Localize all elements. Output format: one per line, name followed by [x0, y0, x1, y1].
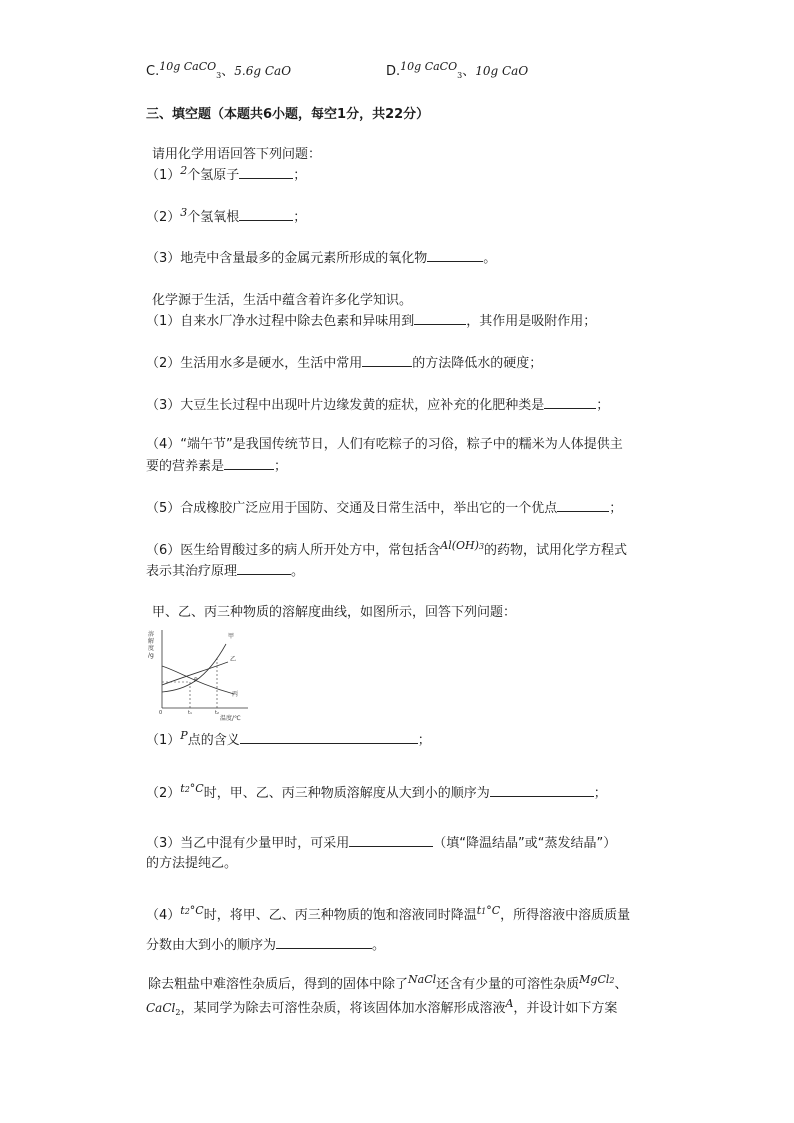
q1-part3: （3）地壳中含量最多的金属元素所形成的氧化物 。	[146, 251, 497, 266]
t1-label: t₁	[188, 710, 192, 716]
option-c: C.10g CaCO$_3$、5.6g CaO	[146, 60, 292, 80]
option-d-formula-2: 10g CaO	[475, 64, 529, 78]
y-axis-label-3: 度	[148, 645, 155, 652]
answer-blank[interactable]	[240, 731, 418, 744]
q1-part1-number: 2	[180, 164, 188, 177]
curve-label-yi: 乙	[230, 656, 237, 663]
point-p-symbol: P	[180, 729, 188, 742]
option-c-formula-2: 5.6g CaO	[234, 64, 292, 78]
y-axis-label-2: 解	[148, 638, 155, 645]
option-c-label: C.	[146, 64, 160, 79]
q3-part2: $(2)^{t2^\circ C}$时，甲、乙、丙三种物质溶解度从大到小的顺序为 ；	[146, 782, 607, 801]
section-heading: 三、填空题（本题共6小题，每空1分，共22分）	[146, 107, 430, 122]
nacl-formula: NaCl	[408, 973, 437, 986]
answer-blank[interactable]	[224, 457, 274, 470]
option-d-formula-1: 10g CaCO$_3$	[400, 60, 463, 80]
q3-part4-line2: 分数由大到小的顺序为 。	[146, 938, 386, 953]
option-d: D.10g CaCO$_3$、10g CaO	[386, 60, 529, 80]
curve-label-bing: 丙	[232, 691, 239, 698]
t2-symbol: t2°C	[180, 782, 204, 795]
q1-part1: $(1)^2$个氢原子 ；	[146, 164, 307, 183]
answer-blank[interactable]	[276, 936, 372, 949]
q1-part2-number: 3	[180, 206, 188, 219]
q3-part3-line2: 的方法提纯乙。	[146, 856, 238, 871]
q2-part4-line2: 要的营养素是 ；	[146, 459, 288, 474]
t1-symbol: t1°C	[476, 904, 501, 917]
answer-blank[interactable]	[427, 249, 483, 262]
answer-blank[interactable]	[237, 562, 291, 575]
curve-jia	[162, 644, 226, 692]
x-axis-label: 温度/℃	[220, 715, 241, 722]
answer-blank[interactable]	[414, 312, 466, 325]
q2-part4-line1: （4）“端午节”是我国传统节日，人们有吃粽子的习俗，粽子中的糯米为人体提供主	[146, 437, 623, 452]
q3-intro: 甲、乙、丙三种物质的溶解度曲线，如图所示，回答下列问题：	[152, 605, 517, 620]
curve-bing	[162, 666, 234, 694]
origin-label: 0	[159, 710, 163, 716]
q3-part3-line1: （3）当乙中混有少量甲时，可采用 （填“降温结晶”或“蒸发结晶”）	[146, 836, 617, 851]
answer-blank[interactable]	[349, 834, 433, 847]
q2-intro: 化学源于生活，生活中蕴含着许多化学知识。	[152, 293, 413, 308]
q2-part6-line2: 表示其治疗原理 。	[146, 564, 305, 579]
q1-intro: 请用化学用语回答下列问题：	[152, 147, 322, 162]
q3-part1: $(1)^P$点的含义 ；	[146, 729, 431, 748]
q4-line1: 除去粗盐中难溶性杂质后，得到的固体中除了$^{NaCl}$还含有少量的可溶性杂质$^{MgCl2}$、	[148, 973, 628, 992]
answer-blank[interactable]	[557, 499, 609, 512]
answer-blank[interactable]	[362, 354, 412, 367]
cacl2-formula: CaCl$_2$	[146, 1001, 181, 1017]
mgcl2-formula: MgCl2	[579, 973, 615, 986]
q2-part1: （1）自来水厂净水过程中除去色素和异味用到 ，其作用是吸附作用；	[146, 314, 597, 329]
point-p-label: P	[194, 677, 198, 684]
answer-blank[interactable]	[544, 396, 596, 409]
aluminium-hydroxide-formula: Al(OH)3	[440, 539, 485, 552]
answer-blank[interactable]	[490, 784, 594, 797]
q1-part2: $(2)^3$个氢氧根 ；	[146, 206, 307, 225]
option-c-formula-1: 10g CaCO$_3$	[159, 60, 222, 80]
q2-part3: （3）大豆生长过程中出现叶片边缘发黄的症状，应补充的化肥种类是 ；	[146, 398, 610, 413]
curve-label-jia: 甲	[228, 633, 235, 640]
q2-part5: （5）合成橡胶广泛应用于国防、交通及日常生活中，举出它的一个优点 ；	[146, 501, 623, 516]
q2-part2: （2）生活用水多是硬水，生活中常用 的方法降低水的硬度；	[146, 356, 543, 371]
solution-a-symbol: A	[505, 997, 514, 1010]
answer-blank[interactable]	[239, 208, 293, 221]
t2-symbol: t2°C	[180, 904, 204, 917]
q4-line2: CaCl$_2$，某同学为除去可溶性杂质，将该固体加水溶解形成溶液$^A$，并设计如下方案	[146, 997, 618, 1017]
q2-part6-line1: （6）医生给胃酸过多的病人所开处方中，常包括含$^{Al(OH)3}$的药物，试用化学方程式	[146, 539, 628, 558]
option-d-label: D.	[386, 64, 401, 79]
y-axis-label-1: 溶	[148, 631, 155, 638]
solubility-curve-figure	[146, 628, 250, 722]
answer-blank[interactable]	[239, 166, 293, 179]
t2-label: t₂	[215, 710, 219, 716]
q3-part4-line1: $(4)^{t2^\circ C}$时，将甲、乙、丙三种物质的饱和溶液同时降温$^{t1^\circ C}$，所得溶液中溶质质量	[146, 904, 631, 923]
y-axis-label-4: /g	[148, 652, 154, 659]
